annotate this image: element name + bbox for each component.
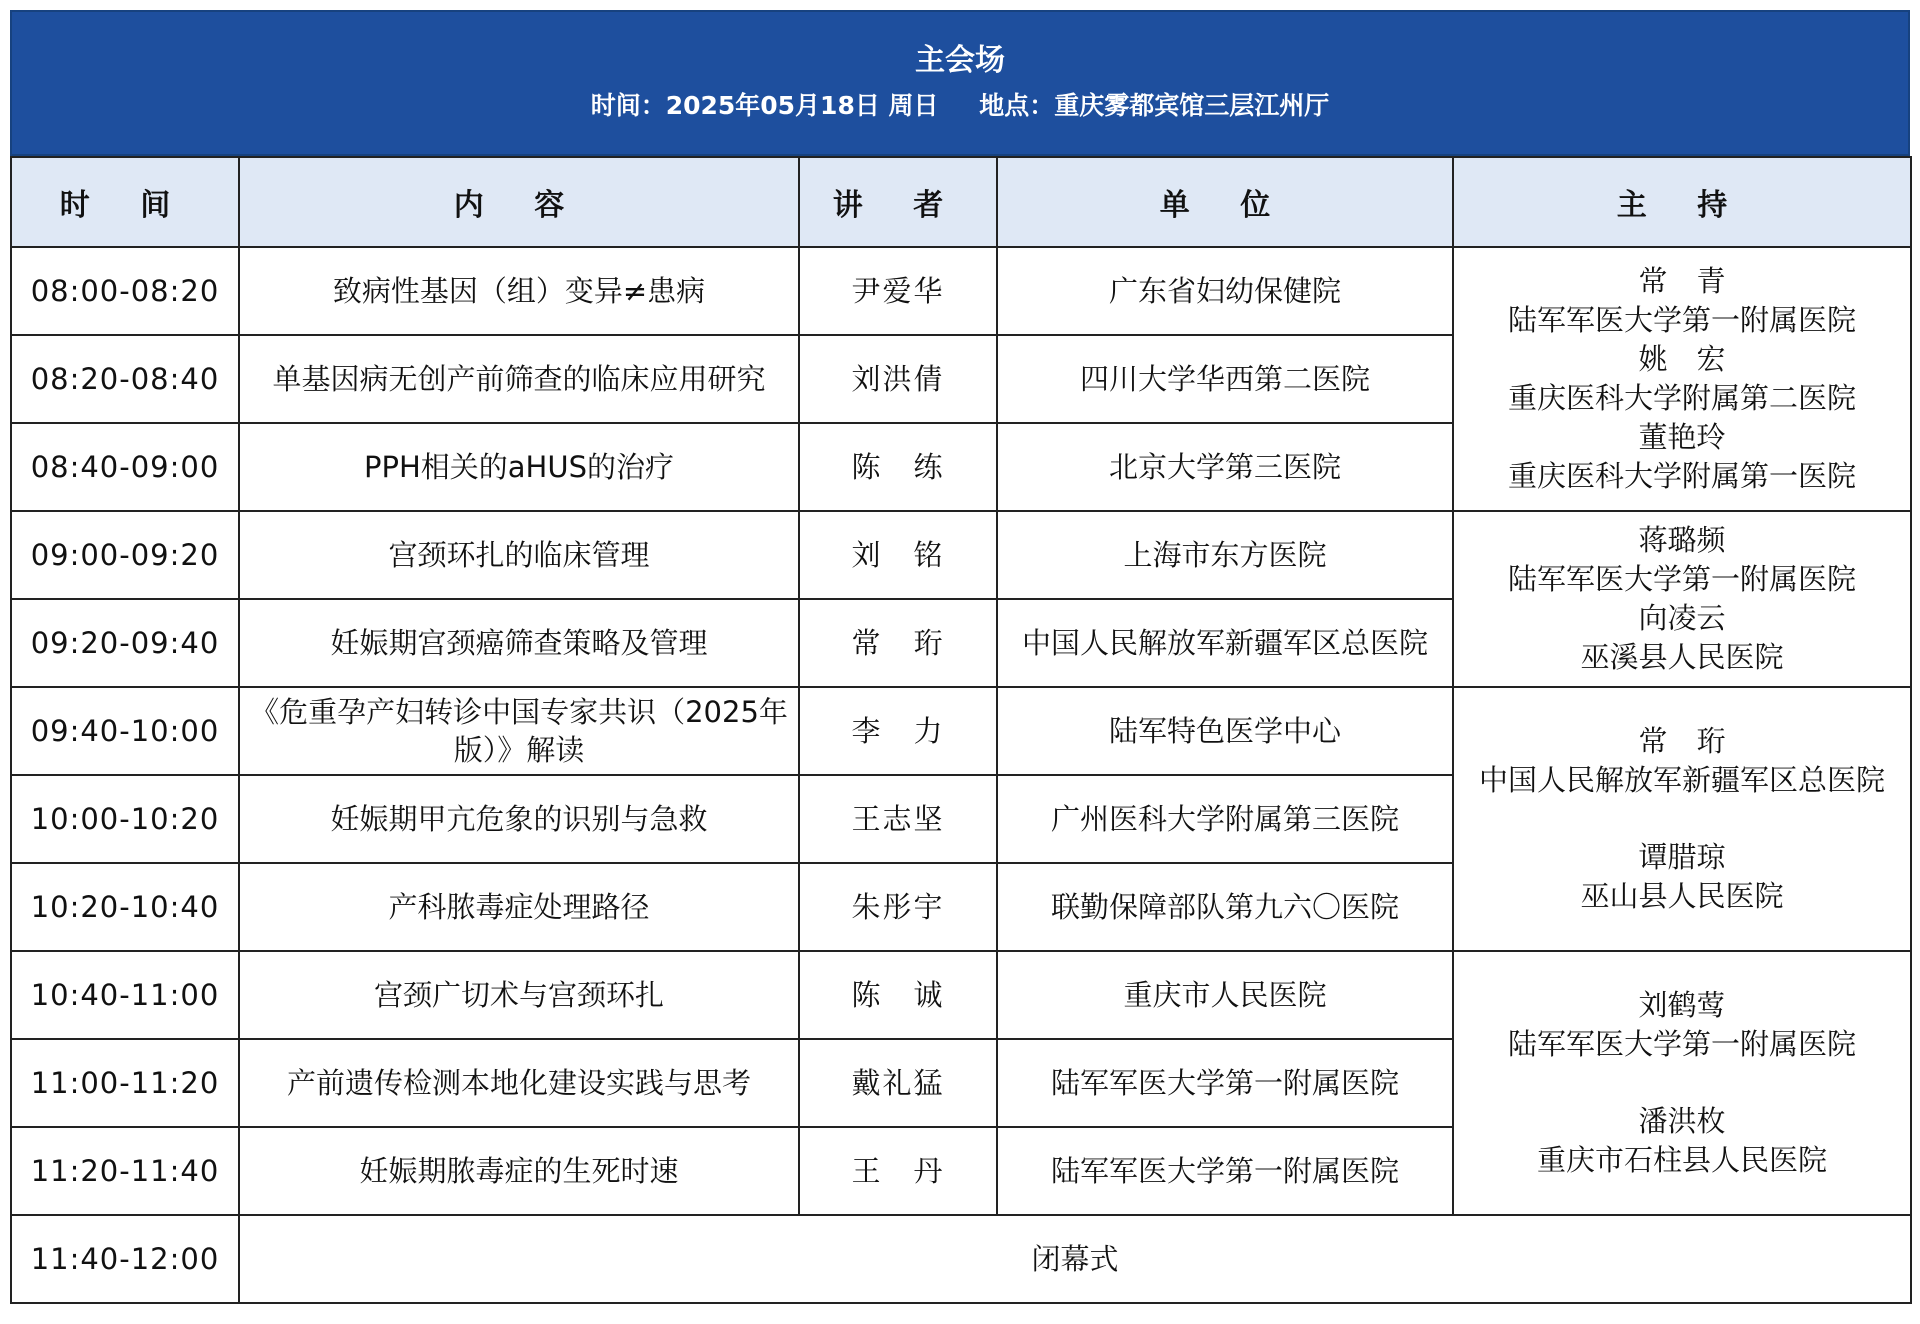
table-row — [11, 511, 1911, 599]
table-row — [11, 247, 1911, 335]
row-topic: 致病性基因（组）变异≠患病 — [239, 247, 799, 335]
closing-row — [11, 1215, 1911, 1303]
host-name: 刘鹤莺 — [1638, 988, 1726, 1022]
row-topic: 单基因病无创产前筛查的临床应用研究 — [239, 335, 799, 423]
session-banner — [10, 10, 1910, 156]
row-topic: 《危重孕产妇转诊中国专家共识（2025年版）》解读 — [239, 687, 799, 775]
row-unit: 四川大学华西第二医院 — [997, 335, 1453, 423]
row-time: 08:00-08:20 — [11, 247, 239, 335]
host-name: 潘洪枚 — [1638, 1104, 1726, 1138]
row-unit: 陆军特色医学中心 — [997, 687, 1453, 775]
schedule-table — [10, 156, 1912, 1304]
host-name: 常 珩 — [1638, 724, 1726, 758]
schedule — [10, 10, 1910, 1304]
host-cell — [1453, 687, 1911, 951]
row-speaker: 尹爱华 — [799, 247, 997, 335]
session-time: 时间：2025年05月18日 周日 — [590, 91, 939, 120]
row-unit: 陆军军医大学第一附属医院 — [997, 1039, 1453, 1127]
host-name: 常 青 — [1638, 264, 1726, 298]
row-speaker: 戴礼猛 — [799, 1039, 997, 1127]
col-time: 时 间 — [11, 157, 239, 247]
host-unit: 陆军军医大学第一附属医院 — [1507, 1027, 1856, 1061]
row-time: 11:20-11:40 — [11, 1127, 239, 1215]
row-time: 09:40-10:00 — [11, 687, 239, 775]
host-unit: 重庆市石柱县人民医院 — [1536, 1143, 1827, 1177]
row-speaker: 王 丹 — [799, 1127, 997, 1215]
host-unit: 巫山县人民医院 — [1580, 879, 1784, 913]
table-row — [11, 687, 1911, 775]
host-name: 姚 宏 — [1638, 342, 1726, 376]
row-topic: 宫颈环扎的临床管理 — [239, 511, 799, 599]
host-name: 向凌云 — [1638, 601, 1726, 635]
row-speaker: 朱彤宇 — [799, 863, 997, 951]
row-topic: 产科脓毒症处理路径 — [239, 863, 799, 951]
host-cell — [1453, 247, 1911, 511]
table-row — [11, 951, 1911, 1039]
row-unit: 广东省妇幼保健院 — [997, 247, 1453, 335]
row-topic: 宫颈广切术与宫颈环扎 — [239, 951, 799, 1039]
closing-time: 11:40-12:00 — [11, 1215, 239, 1303]
row-topic: 妊娠期脓毒症的生死时速 — [239, 1127, 799, 1215]
row-topic: 妊娠期甲亢危象的识别与急救 — [239, 775, 799, 863]
host-unit: 中国人民解放军新疆军区总医院 — [1478, 763, 1885, 797]
row-unit: 联勤保障部队第九六〇医院 — [997, 863, 1453, 951]
row-speaker: 刘 铭 — [799, 511, 997, 599]
row-time: 10:20-10:40 — [11, 863, 239, 951]
row-time: 08:40-09:00 — [11, 423, 239, 511]
host-spacer — [1460, 1064, 1904, 1102]
row-unit: 陆军军医大学第一附属医院 — [997, 1127, 1453, 1215]
host-unit: 陆军军医大学第一附属医院 — [1507, 303, 1856, 337]
row-unit: 广州医科大学附属第三医院 — [997, 775, 1453, 863]
row-time: 11:00-11:20 — [11, 1039, 239, 1127]
row-topic: PPH相关的aHUS的治疗 — [239, 423, 799, 511]
closing-label: 闭幕式 — [239, 1215, 1911, 1303]
row-unit: 重庆市人民医院 — [997, 951, 1453, 1039]
col-host: 主 持 — [1453, 157, 1911, 247]
session-location: 地点：重庆雾都宾馆三层江州厅 — [979, 91, 1330, 120]
row-time: 10:00-10:20 — [11, 775, 239, 863]
host-name: 谭腊琼 — [1638, 840, 1726, 874]
row-speaker: 常 珩 — [799, 599, 997, 687]
row-time: 08:20-08:40 — [11, 335, 239, 423]
row-unit: 上海市东方医院 — [997, 511, 1453, 599]
host-name: 董艳玲 — [1638, 420, 1726, 454]
host-spacer — [1460, 800, 1904, 838]
row-speaker: 李 力 — [799, 687, 997, 775]
session-title: 主会场 — [915, 43, 1005, 78]
row-speaker: 刘洪倩 — [799, 335, 997, 423]
header-row — [11, 157, 1911, 247]
host-unit: 重庆医科大学附属第二医院 — [1507, 381, 1856, 415]
row-speaker: 陈 练 — [799, 423, 997, 511]
row-unit: 北京大学第三医院 — [997, 423, 1453, 511]
host-cell — [1453, 951, 1911, 1215]
row-speaker: 陈 诚 — [799, 951, 997, 1039]
row-topic: 妊娠期宫颈癌筛查策略及管理 — [239, 599, 799, 687]
host-unit: 巫溪县人民医院 — [1580, 640, 1784, 674]
row-time: 09:00-09:20 — [11, 511, 239, 599]
host-cell — [1453, 511, 1911, 687]
row-unit: 中国人民解放军新疆军区总医院 — [997, 599, 1453, 687]
host-unit: 重庆医科大学附属第一医院 — [1507, 459, 1856, 493]
row-topic: 产前遗传检测本地化建设实践与思考 — [239, 1039, 799, 1127]
row-time: 10:40-11:00 — [11, 951, 239, 1039]
host-unit: 陆军军医大学第一附属医院 — [1507, 562, 1856, 596]
row-speaker: 王志坚 — [799, 775, 997, 863]
host-name: 蒋璐频 — [1638, 523, 1726, 557]
col-content: 内 容 — [239, 157, 799, 247]
session-subtitle — [575, 86, 1346, 126]
col-unit: 单 位 — [997, 157, 1453, 247]
row-time: 09:20-09:40 — [11, 599, 239, 687]
col-speaker: 讲 者 — [799, 157, 997, 247]
